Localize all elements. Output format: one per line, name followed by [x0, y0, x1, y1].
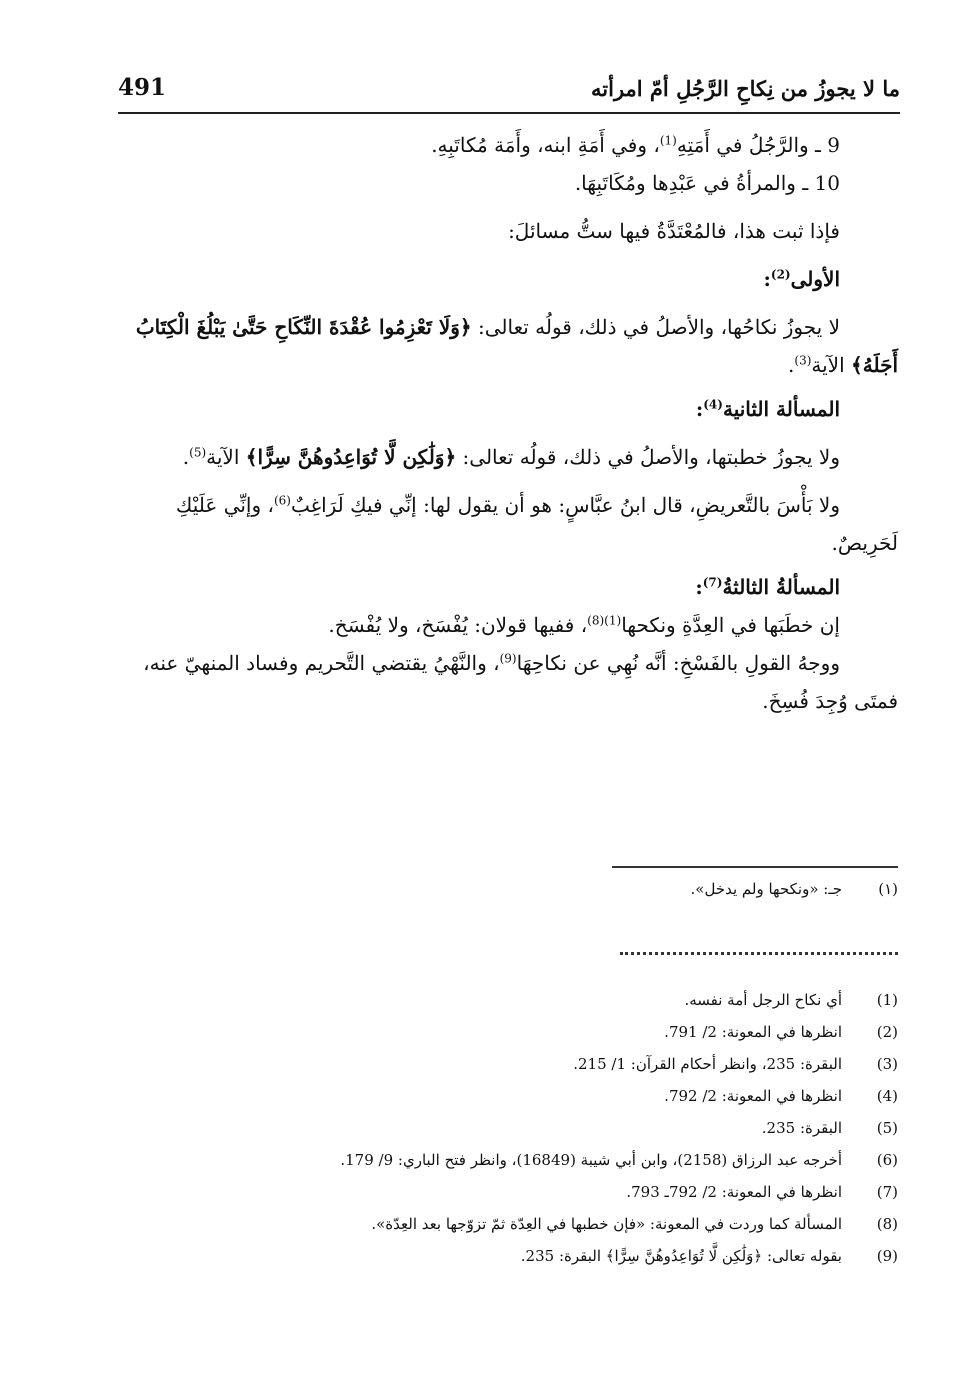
footnote-ref: (4): [703, 397, 723, 412]
item-9-text: 9 ـ والرَّجُلُ في أَمَتِهِ: [676, 133, 840, 157]
footnote-ref: (5): [189, 445, 207, 460]
footnote-number: (1): [876, 991, 898, 1009]
header-rule: [118, 112, 900, 114]
question-3-heading: المسألةُ الثالثةُ$^{(7)}$:: [695, 575, 840, 599]
question-2-text: ولا يجوزُ خطبتها، والأصلُ في ذلك، قولُه تعالى:: [462, 445, 840, 469]
footnote-text: أي نكاح الرجل أمة نفسه.: [684, 991, 842, 1009]
footnote-rule: [612, 866, 898, 868]
question-3-text-2: ، ففيها قولان: يُفْسَخ، ولا يُفْسَخ.: [328, 613, 588, 637]
question-1-aya: الآية: [811, 353, 845, 377]
footnote-text: انظرها في المعونة: 2/ 791.: [664, 1023, 842, 1041]
footnote-number: (2): [876, 1023, 898, 1041]
question-2-heading: المسألة الثانية$^{(4)}$:: [695, 397, 840, 421]
footnote-number: (5): [876, 1119, 898, 1137]
footnote-number: (9): [876, 1247, 898, 1265]
footnote-ref: (7): [702, 575, 723, 590]
question-3-title: المسألةُ الثالثةُ: [722, 575, 840, 599]
footnote-number: (7): [876, 1183, 898, 1201]
footnote: [178, 1080, 898, 1112]
question-2-text-3: ، وإنِّي عَلَيْكِ لَحَرِيصٌ.: [175, 493, 898, 555]
question-1-paragraph: لا يجوزُ نكاحُها، والأصلُ في ذلك، قولُه تعالى: ﴿وَلَا تَعْزِمُوا عُقْدَةَ النِّكَاحِ حَتَّىٰ يَبْلُغَ الْكِتَابُ أَجَلَهُ﴾ الآية$^{(3)}$.: [135, 315, 898, 377]
footnote-ref: (2): [770, 267, 791, 282]
question-3-text-3: ووجهُ القولِ بالفَسْخِ: أنَّه نُهِي عن نكاحِهَا: [516, 651, 840, 675]
footnote-ref: (1): [659, 133, 677, 148]
footnote-number: (3): [876, 1055, 898, 1073]
editor-note-number: (١): [878, 880, 898, 898]
footnote-ref: (6): [273, 493, 291, 508]
running-title: ما لا يجوزُ من نِكاحِ الرَّجُلِ أمّ امرأته: [591, 76, 900, 101]
main-text: [112, 126, 898, 720]
question-2-text-2: ولا بَأْسَ بالتَّعريضِ، قال ابنُ عبَّاسٍ: هو أن يقول لها: إنِّي فيكِ لَرَاغِبٌ: [290, 493, 840, 517]
footnote-number: (4): [876, 1087, 898, 1105]
footnote: [178, 984, 898, 1016]
question-3-text-4: ، والنَّهْيُ يقتضي التَّحريم وفساد المنهيّ عنه، فمتَى وُجِدَ فُسِخَ.: [143, 651, 898, 713]
footnote-text: انظرها في المعونة: 2/ 792.: [664, 1087, 842, 1105]
footnote: [178, 1112, 898, 1144]
footnote: [178, 1240, 898, 1272]
footnote-text: انظرها في المعونة: 2/ 792ـ 793.: [626, 1183, 842, 1201]
footnote-text: أخرجه عبد الرزاق (2158)، وابن أبي شيبة (16849)، وانظر فتح الباري: 9/ 179.: [340, 1151, 842, 1169]
quran-verse: ﴿وَلَا تَعْزِمُوا عُقْدَةَ النِّكَاحِ حَتَّىٰ يَبْلُغَ الْكِتَابُ أَجَلَهُ﴾: [135, 315, 898, 377]
footnote-text: بقوله تعالى: ﴿وَلَٰكِن لَّا تُوَاعِدُوهُنَّ سِرًّا﴾ البقرة: 235.: [520, 1247, 842, 1265]
item-9: [112, 126, 898, 164]
question-1-heading: الأولى$^{(2)}$:: [763, 267, 840, 291]
footnote: [178, 1048, 898, 1080]
item-9-rest: ، وفي أَمَةِ ابنه، وأَمَة مُكاتَبِهِ.: [431, 133, 660, 157]
footnote-text: البقرة: 235، وانظر أحكام القرآن: 1/ 215.: [573, 1055, 842, 1073]
question-2-paragraph: ولا يجوزُ خطبتها، والأصلُ في ذلك، قولُه تعالى: ﴿وَلَٰكِن لَّا تُوَاعِدُوهُنَّ سِرًّا﴾ الآية$^{(5)}$.: [182, 445, 840, 469]
question-3-paragraph: [112, 606, 898, 644]
footnote: [178, 1176, 898, 1208]
question-2-title: المسألة الثانية: [722, 397, 840, 421]
question-2-aya: الآية: [206, 445, 240, 469]
footnote-ref: (9): [499, 651, 517, 666]
question-1-title: الأولى: [790, 267, 840, 291]
question-2-paragraph-2: [112, 486, 898, 562]
footnotes: [178, 984, 898, 1272]
footnote-number: (6): [876, 1151, 898, 1169]
footnote-ref: (3): [794, 353, 812, 368]
footnote: [178, 1208, 898, 1240]
question-1-text: لا يجوزُ نكاحُها، والأصلُ في ذلك، قولُه تعالى:: [477, 315, 840, 339]
item-10: 10 ـ والمرأةُ في عَبْدِها ومُكَاتَبِهَا.: [574, 171, 840, 195]
editor-note-text: جـ: «ونكحها ولم يدخل».: [690, 880, 842, 898]
dotted-separator: [620, 952, 898, 955]
question-3-paragraph-2: [112, 644, 898, 720]
footnote: [178, 1144, 898, 1176]
intro-paragraph: فإذا ثبت هذا، فالمُعْتَدَّةُ فيها ستُّ مسائلَ:: [508, 219, 840, 243]
footnote: [178, 1016, 898, 1048]
question-3-text: إن خطَبَها في العِدَّةِ ونكحها: [621, 613, 840, 637]
quran-verse: ﴿وَلَٰكِن لَّا تُوَاعِدُوهُنَّ سِرًّا﴾: [245, 445, 457, 469]
page-header: [118, 72, 900, 112]
footnote-ref: (1)(8): [587, 613, 622, 628]
page-number: 491: [118, 74, 167, 101]
footnote-text: المسألة كما وردت في المعونة: «فإن خطبها في العِدّة ثمّ تزوّجها بعد العِدّة».: [371, 1215, 842, 1233]
footnote-text: البقرة: 235.: [761, 1119, 842, 1137]
editor-note: [691, 880, 899, 898]
footnote-number: (8): [876, 1215, 898, 1233]
